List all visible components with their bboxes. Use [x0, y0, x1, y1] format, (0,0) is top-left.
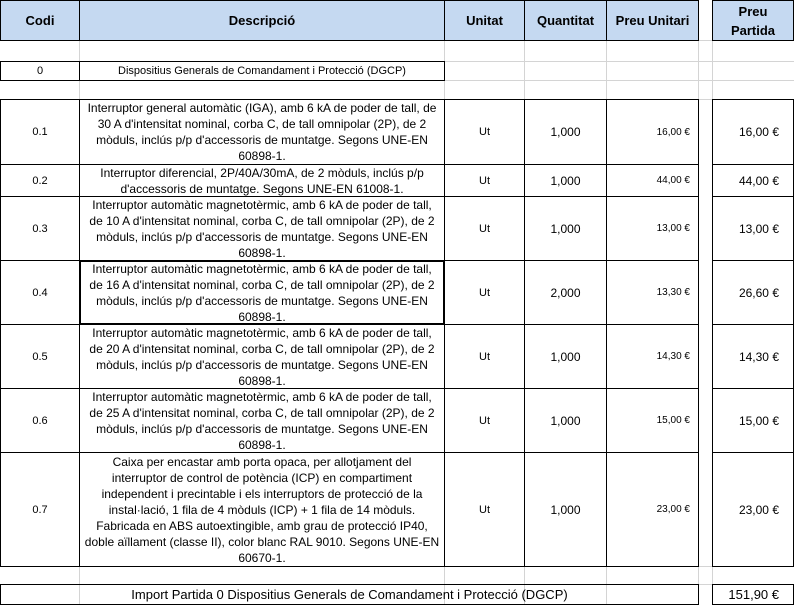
- chapter-code: 0: [0, 61, 80, 81]
- footer-total: 151,90 €: [712, 584, 794, 605]
- item-unit-price: 13,30 €: [606, 260, 699, 325]
- item-description: Interruptor diferencial, 2P/40A/30mA, de 2 mòduls, inclús p/p d'accessoris de muntatge. Segons UNE-EN 61008-1.: [79, 164, 445, 197]
- item-total: 23,00 €: [712, 452, 794, 567]
- item-code: 0.7: [0, 452, 80, 567]
- item-unit-price: 15,00 €: [606, 388, 699, 453]
- item-total: 14,30 €: [712, 324, 794, 389]
- item-code: 0.6: [0, 388, 80, 453]
- item-quantity: 1,000: [524, 196, 607, 261]
- item-unit: Ut: [444, 164, 525, 197]
- item-unit-price: 16,00 €: [606, 99, 699, 165]
- item-description: Interruptor automàtic magnetotèrmic, amb 6 kA de poder de tall, de 10 A d'intensitat nominal, corba C, de tall omnipolar (2P), de 2 mòduls, inclús p/p d'accessoris de muntatge. Segons UNE-EN 60898-1.: [79, 196, 445, 261]
- item-quantity: 2,000: [524, 260, 607, 325]
- item-unit-price: 13,00 €: [606, 196, 699, 261]
- item-unit: Ut: [444, 324, 525, 389]
- item-code: 0.5: [0, 324, 80, 389]
- header-codi: Codi: [0, 0, 80, 41]
- item-quantity: 1,000: [524, 164, 607, 197]
- item-code: 0.2: [0, 164, 80, 197]
- item-unit: Ut: [444, 388, 525, 453]
- header-preu-unitari: Preu Unitari: [606, 0, 699, 41]
- item-quantity: 1,000: [524, 324, 607, 389]
- item-total: 13,00 €: [712, 196, 794, 261]
- header-unitat: Unitat: [444, 0, 525, 41]
- item-total: 15,00 €: [712, 388, 794, 453]
- item-description: Interruptor automàtic magnetotèrmic, amb 6 kA de poder de tall, de 25 A d'intensitat nominal, corba C, de tall omnipolar (2P), de 2 mòduls, inclús p/p d'accessoris de muntatge. Segons UNE-EN 60898-1.: [79, 388, 445, 453]
- item-code: 0.4: [0, 260, 80, 325]
- item-description: Interruptor automàtic magnetotèrmic, amb 6 kA de poder de tall, de 20 A d'intensitat nominal, corba C, de tall omnipolar (2P), de 2 mòduls, inclús p/p d'accessoris de muntatge. Segons UNE-EN 60898-1.: [79, 324, 445, 389]
- item-total: 26,60 €: [712, 260, 794, 325]
- item-unit: Ut: [444, 452, 525, 567]
- item-description: Interruptor automàtic magnetotèrmic, amb 6 kA de poder de tall, de 16 A d'intensitat nominal, corba C, de tall omnipolar (2P), de 2 mòduls, inclús p/p d'accessoris de muntatge. Segons UNE-EN 60898-1.: [79, 260, 445, 325]
- chapter-title: Dispositius Generals de Comandament i Protecció (DGCP): [79, 61, 445, 81]
- item-unit: Ut: [444, 99, 525, 165]
- item-description: Caixa per encastar amb porta opaca, per allotjament del interruptor de control de potència (ICP) en compartiment independent i precintable i els interruptors de protecció de la instal·lació, 1 fila de 4 mòduls (ICP) + 1 fila de 14 mòduls. Fabricada en ABS autoextingible, amb grau de protecció IP40, doble aïllament (classe II), color blanc RAL 9010. Segons UNE-EN 60670-1.: [79, 452, 445, 567]
- item-code: 0.3: [0, 196, 80, 261]
- item-total: 44,00 €: [712, 164, 794, 197]
- item-total: 16,00 €: [712, 99, 794, 165]
- item-quantity: 1,000: [524, 99, 607, 165]
- header-preu-partida: Preu Partida: [712, 0, 794, 41]
- header-quantitat: Quantitat: [524, 0, 607, 41]
- item-quantity: 1,000: [524, 388, 607, 453]
- item-unit-price: 44,00 €: [606, 164, 699, 197]
- item-unit-price: 14,30 €: [606, 324, 699, 389]
- item-unit-price: 23,00 €: [606, 452, 699, 567]
- item-description: Interruptor general automàtic (IGA), amb 6 kA de poder de tall, de 30 A d'intensitat nominal, corba C, de tall omnipolar (2P), de 2 mòduls, inclús p/p d'accessoris de muntatge. Segons UNE-EN 60898-1.: [79, 99, 445, 165]
- item-quantity: 1,000: [524, 452, 607, 567]
- item-unit: Ut: [444, 260, 525, 325]
- item-unit: Ut: [444, 196, 525, 261]
- footer-label: Import Partida 0 Dispositius Generals de Comandament i Protecció (DGCP): [0, 584, 699, 605]
- item-code: 0.1: [0, 99, 80, 165]
- header-descripcio: Descripció: [79, 0, 445, 41]
